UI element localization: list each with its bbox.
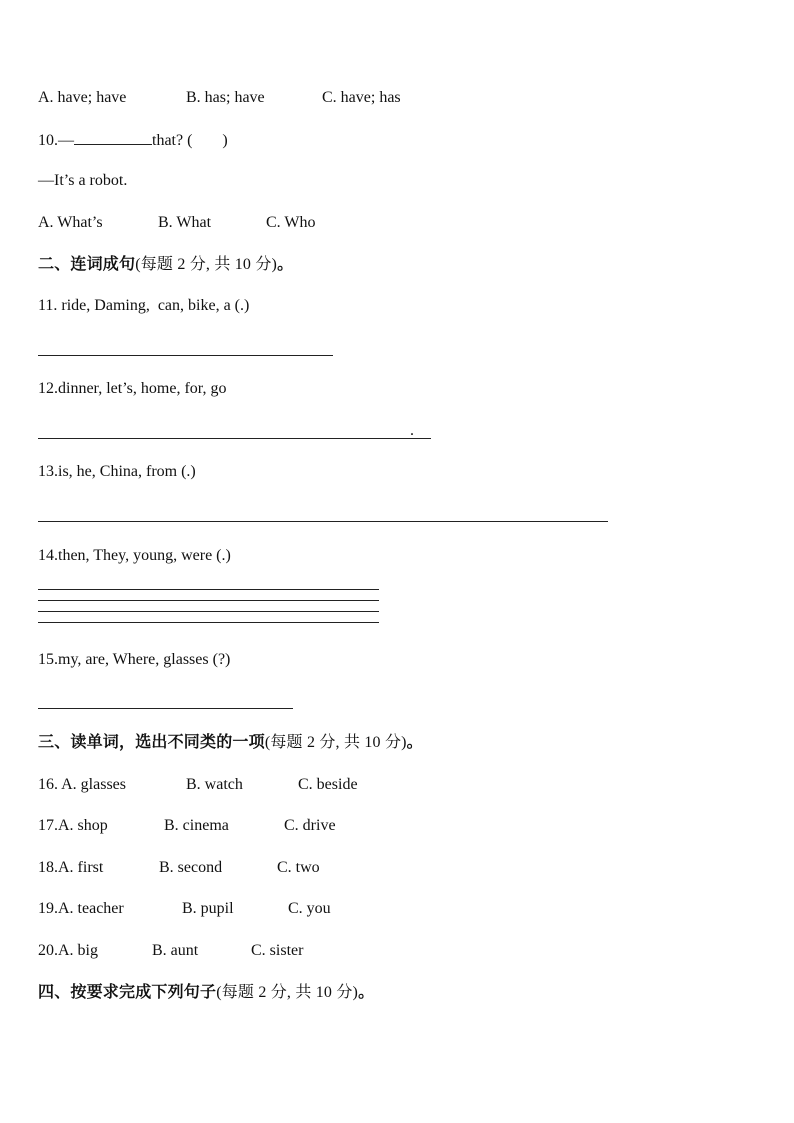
q16-option-b: B. watch bbox=[186, 776, 243, 793]
q16-option-c: C. beside bbox=[298, 776, 358, 793]
q9-option-b: B. has; have bbox=[186, 89, 265, 106]
q18-option-b: B. second bbox=[159, 859, 223, 876]
q20-option-b: B. aunt bbox=[152, 942, 199, 959]
q16-option-a: 16. A. glasses bbox=[38, 776, 126, 793]
q10-option-b: B. What bbox=[158, 214, 212, 231]
q14-prompt: 14.then, They, young, were (.) bbox=[38, 547, 231, 564]
q13-answer-line[interactable] bbox=[38, 521, 608, 522]
q15-answer-line[interactable] bbox=[38, 708, 293, 709]
q14-answer-line-1[interactable] bbox=[38, 589, 379, 590]
q17-option-a: 17.A. shop bbox=[38, 817, 108, 834]
section-3-heading: 三、读单词，选出不同类的一项(每题 2 分, 共 10 分)。 bbox=[38, 732, 423, 751]
q20-option-a: 20.A. big bbox=[38, 942, 98, 959]
q10-question: 10.— that? ( ) bbox=[38, 132, 228, 149]
q15-prompt: 15.my, are, Where, glasses (?) bbox=[38, 651, 231, 668]
section-2-heading: 二、连词成句(每题 2 分, 共 10 分)。 bbox=[38, 254, 294, 273]
section-4-heading: 四、按要求完成下列句子(每题 2 分, 共 10 分)。 bbox=[38, 982, 375, 1001]
q17-option-b: B. cinema bbox=[164, 817, 229, 834]
q14-answer-line-4[interactable] bbox=[38, 622, 379, 623]
q19-option-b: B. pupil bbox=[182, 900, 234, 917]
q18-option-a: 18.A. first bbox=[38, 859, 104, 876]
q10-option-a: A. What’s bbox=[38, 214, 103, 231]
answer-blank[interactable] bbox=[74, 130, 152, 145]
q9-option-a: A. have; have bbox=[38, 89, 127, 106]
q14-answer-line-3[interactable] bbox=[38, 611, 379, 612]
q11-answer-line[interactable] bbox=[38, 355, 333, 356]
q9-option-c: C. have; has bbox=[322, 89, 401, 106]
q17-option-c: C. drive bbox=[284, 817, 336, 834]
q10-option-c: C. Who bbox=[266, 214, 316, 231]
q11-prompt: 11. ride, Daming, can, bike, a (.) bbox=[38, 297, 250, 314]
q14-answer-line-2[interactable] bbox=[38, 600, 379, 601]
q18-option-c: C. two bbox=[277, 859, 320, 876]
q19-option-c: C. you bbox=[288, 900, 331, 917]
q12-answer-line[interactable] bbox=[38, 438, 431, 439]
q19-option-a: 19.A. teacher bbox=[38, 900, 124, 917]
q13-prompt: 13.is, he, China, from (.) bbox=[38, 463, 196, 480]
q10-response: —It’s a robot. bbox=[38, 172, 128, 189]
q12-prompt: 12.dinner, let’s, home, for, go bbox=[38, 380, 227, 397]
q20-option-c: C. sister bbox=[251, 942, 304, 959]
q12-period: . bbox=[410, 422, 414, 439]
